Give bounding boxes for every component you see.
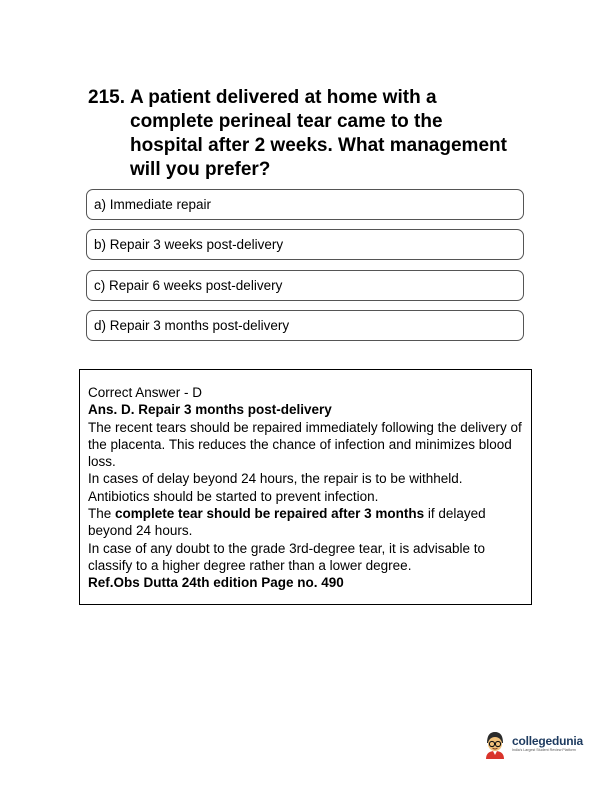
logo-tagline: India's Largest Student Review Platform — [512, 748, 576, 752]
paragraph-3-prefix: The — [88, 506, 116, 522]
question-block — [88, 86, 508, 182]
option-d[interactable]: d) Repair 3 months post-delivery — [86, 310, 524, 341]
logo-brand-text: collegedunia — [512, 734, 583, 748]
paragraph-3-emphasis: complete tear should be repaired after 3 months — [115, 506, 425, 522]
collegedunia-logo — [481, 727, 581, 761]
option-a[interactable]: a) Immediate repair — [86, 189, 524, 220]
option-c[interactable]: c) Repair 6 weeks post-delivery — [86, 270, 524, 301]
answer-explanation-box — [79, 369, 532, 605]
paragraph-3-suffix: if delayed beyond 24 hours. — [88, 506, 486, 539]
question-number: 215. — [88, 87, 125, 108]
explanation-paragraph-1: The recent tears should be repaired immediately following the delivery of the placenta. This reduces the chance of infection and minimizes blood loss. — [88, 419, 522, 470]
explanation-paragraph-4: In case of any doubt to the grade 3rd-degree tear, it is advisable to classify to a higher degree rather than a lower degree. — [88, 540, 486, 573]
explanation-paragraph-3 — [88, 505, 523, 540]
mascot-icon — [481, 729, 509, 759]
reference-line: Ref.Obs Dutta 24th edition Page no. 490 — [88, 575, 344, 591]
option-b[interactable]: b) Repair 3 weeks post-delivery — [86, 229, 524, 260]
explanation-paragraph-2: In cases of delay beyond 24 hours, the repair is to be withheld. Antibiotics should be started to prevent infection. — [88, 471, 463, 504]
question-text: A patient delivered at home with a complete perineal tear came to the hospital after 2 weeks. What management will you prefer? — [130, 87, 507, 180]
answer-heading: Ans. D. Repair 3 months post-delivery — [88, 402, 332, 418]
correct-answer-line: Correct Answer - D — [88, 385, 203, 400]
